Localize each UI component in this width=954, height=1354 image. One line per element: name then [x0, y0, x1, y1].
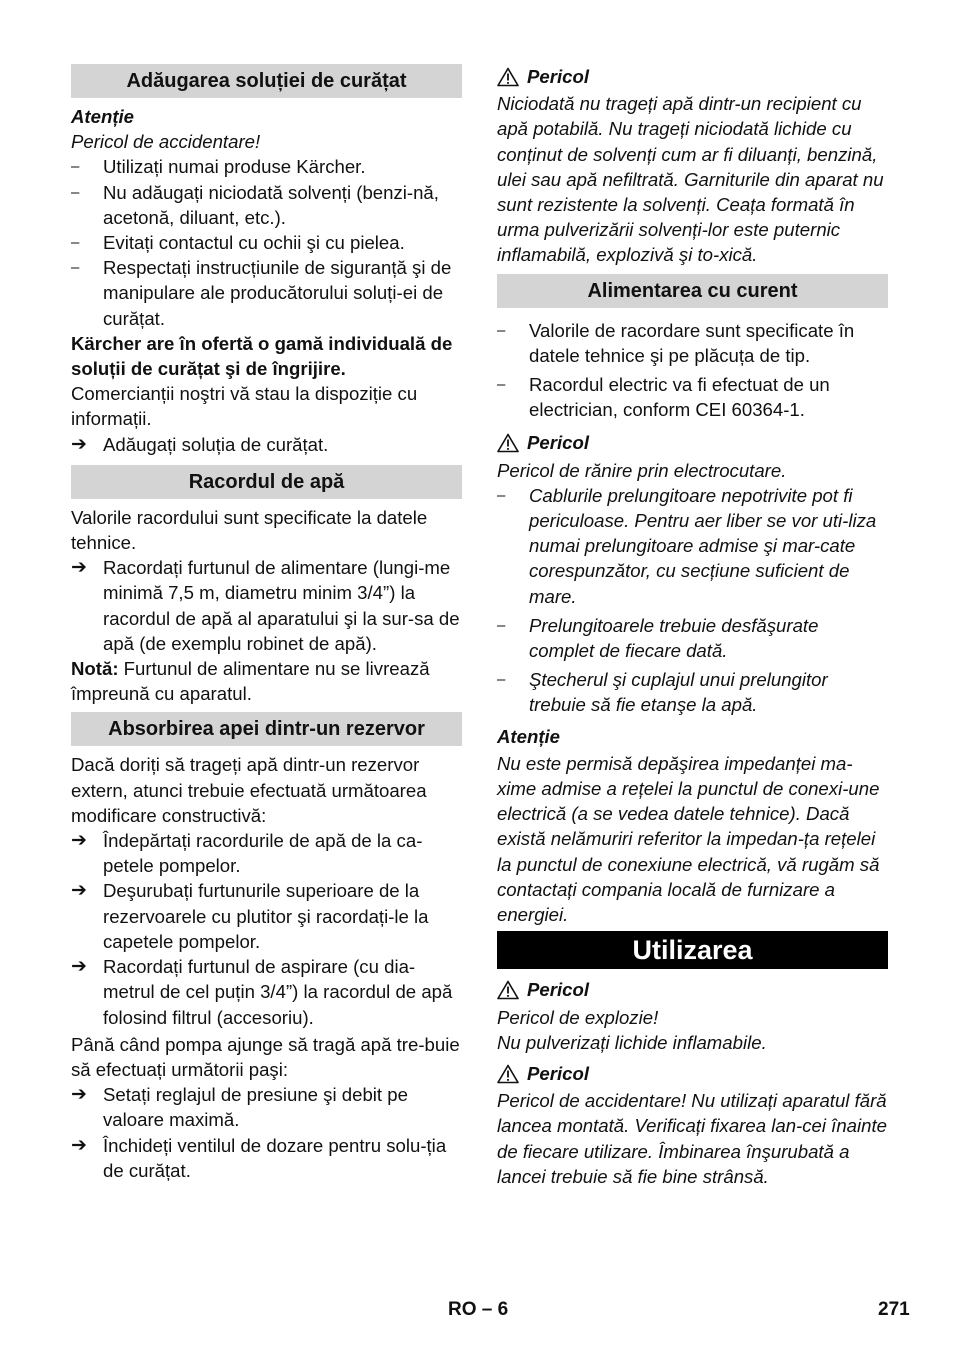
- pump-priming-text: Până când pompa ajunge să tragă apă tre-buie să efectuați următorii paşi:: [71, 1033, 460, 1080]
- step-item: ➔ Setați reglajul de presiune şi debit pe valoare maximă.: [71, 1084, 408, 1131]
- dealer-info-text: Comercianții noştri vă stau la dispoziție cu informații.: [71, 383, 418, 430]
- tank-suction-text: Dacă doriți să trageți apă dintr-un rezervor extern, atunci trebuie efectuată următoarea modificare constructivă:: [71, 754, 427, 826]
- section-heading-cleaning-solution: Adăugarea soluției de curățat: [71, 64, 462, 98]
- left-column: [71, 62, 462, 1183]
- caution-text: Pericol de accidentare!: [71, 131, 261, 153]
- danger-text: Pericol de rănire prin electrocutare.: [497, 459, 787, 481]
- step-item: ➔ Închideți ventilul de dozare pentru solu-ția de curățat.: [71, 1134, 447, 1181]
- chapter-heading-utilizarea: Utilizarea: [497, 931, 888, 969]
- power-supply-list: [497, 318, 888, 423]
- list-item: – Evitați contactul cu ochii şi cu pielea.: [71, 232, 405, 254]
- note-text: Notă: Furtunul de alimentare nu se livrează împreună cu aparatul.: [71, 658, 430, 705]
- danger-label: Pericol: [497, 430, 888, 455]
- karcher-offer-text: Kärcher are în ofertă o gamă individuală de soluții de curățat şi de îngrijire.: [71, 332, 453, 380]
- danger-text: Nu pulverizați lichide inflamabile.: [497, 1031, 767, 1053]
- section-heading-tank-suction: Absorbirea apei dintr-un rezervor: [71, 712, 462, 746]
- warning-triangle-icon: [497, 433, 519, 453]
- step-item: ➔ Îndepărtați racordurile de apă de la ca-petele pompelor.: [71, 830, 423, 877]
- warning-triangle-icon: [497, 67, 519, 87]
- list-item: – Nu adăugați niciodată solvenți (benzi-nă, acetonă, diluant, etc.).: [71, 181, 439, 228]
- arrow-icon: ➔: [71, 433, 87, 455]
- list-item: – Ştecherul şi cuplajul unui prelungitor trebuie să fie etanşe la apă.: [497, 669, 828, 716]
- arrow-icon: ➔: [71, 1084, 87, 1106]
- danger-label: Pericol: [497, 1061, 888, 1086]
- arrow-icon: ➔: [71, 557, 87, 579]
- arrow-icon: ➔: [71, 956, 87, 978]
- caution-text: Nu este permisă depăşirea impedanței ma-xime admise a rețelei la punctul de conexi-une electrică (a se vedea datele tehnice). Dacă există nelămuriri referitor la impedan-ța rețelei la punctul de conexiune electrică, vă rugăm să contactați compania locală de furnizare a energiei.: [497, 752, 880, 926]
- section-heading-power-supply: Alimentarea cu curent: [497, 274, 888, 308]
- warning-triangle-icon: [497, 1064, 519, 1084]
- list-item: – Valorile de racordare sunt specificate în datele tehnice şi pe plăcuța de tip.: [497, 319, 855, 366]
- cleaning-solution-list: [71, 154, 462, 330]
- step-item: ➔ Adăugați soluția de curățat.: [71, 432, 462, 457]
- right-column: [497, 62, 888, 1189]
- step-item: ➔ Racordați furtunul de aspirare (cu dia-metrul de cel puțin 3/4”) la racordul de apă folosind filtrul (accesoriu).: [71, 956, 453, 1028]
- step-item: ➔ Deşurubați furtunurile superioare de la rezervoarele cu plutitor şi racordați-le la capetele pompelor.: [71, 880, 429, 952]
- step-item: ➔ Racordați furtunul de alimentare (lungi-me minimă 7,5 m, diametru minim 3/4”) la racordul de apă al aparatului şi la sur-sa de apă (de exemplu robinet de apă).: [71, 557, 460, 654]
- list-item: – Respectați instrucțiunile de siguranță şi de manipulare ale producătorului soluți-ei de curățat.: [71, 257, 452, 329]
- warning-triangle-icon: [497, 980, 519, 1000]
- arrow-icon: ➔: [71, 830, 87, 852]
- water-connection-text: Valorile racordului sunt specificate la datele tehnice.: [71, 506, 428, 554]
- extension-cable-list: [497, 483, 888, 718]
- pump-priming-steps: [71, 1082, 462, 1183]
- section-heading-water-connection: Racordul de apă: [71, 465, 462, 499]
- caution-label: Atenție: [497, 725, 561, 747]
- footer-language-page: RO – 6: [448, 1299, 509, 1320]
- danger-text: Niciodată nu trageți apă dintr-un recipient cu apă potabilă. Nu trageți niciodată lichide cu conținut de solvenți cum ar fi diluanți, benzină, ulei sau apă nefiltrată. Garniturile din aparat nu sunt rezistente la solvenți. Ceața formată în urma pulverizării solvenți-lor este puternic inflamabilă, explozivă şi to-xică.: [497, 93, 884, 266]
- danger-label: Pericol: [497, 64, 888, 89]
- list-item: – Racordul electric va fi efectuat de un electrician, conform CEI 60364-1.: [497, 374, 830, 421]
- danger-text: Pericol de accidentare! Nu utilizați aparatul fără lancea montată. Verificați fixarea lan-cei înainte de fiecare utilizare. Îmbinarea înşurubată a lancei trebuie să fie bine strânsă.: [497, 1090, 887, 1187]
- list-item: – Cablurile prelungitoare nepotrivite pot fi periculoase. Pentru aer liber se vor uti-liza numai prelungitoare admise şi mar-cate corespunzător, cu secțiune suficient de mare.: [497, 484, 877, 607]
- footer-page-number: 271: [878, 1299, 910, 1320]
- arrow-icon: ➔: [71, 1134, 87, 1156]
- danger-text: Pericol de explozie!: [497, 1006, 659, 1028]
- list-item: – Prelungitoarele trebuie desfăşurate complet de fiecare dată.: [497, 614, 819, 662]
- list-item: – Utilizați numai produse Kärcher.: [71, 156, 366, 178]
- caution-label: Atenție: [71, 106, 135, 127]
- tank-suction-steps: [71, 828, 462, 1030]
- arrow-icon: ➔: [71, 880, 87, 902]
- danger-label: Pericol: [497, 977, 888, 1002]
